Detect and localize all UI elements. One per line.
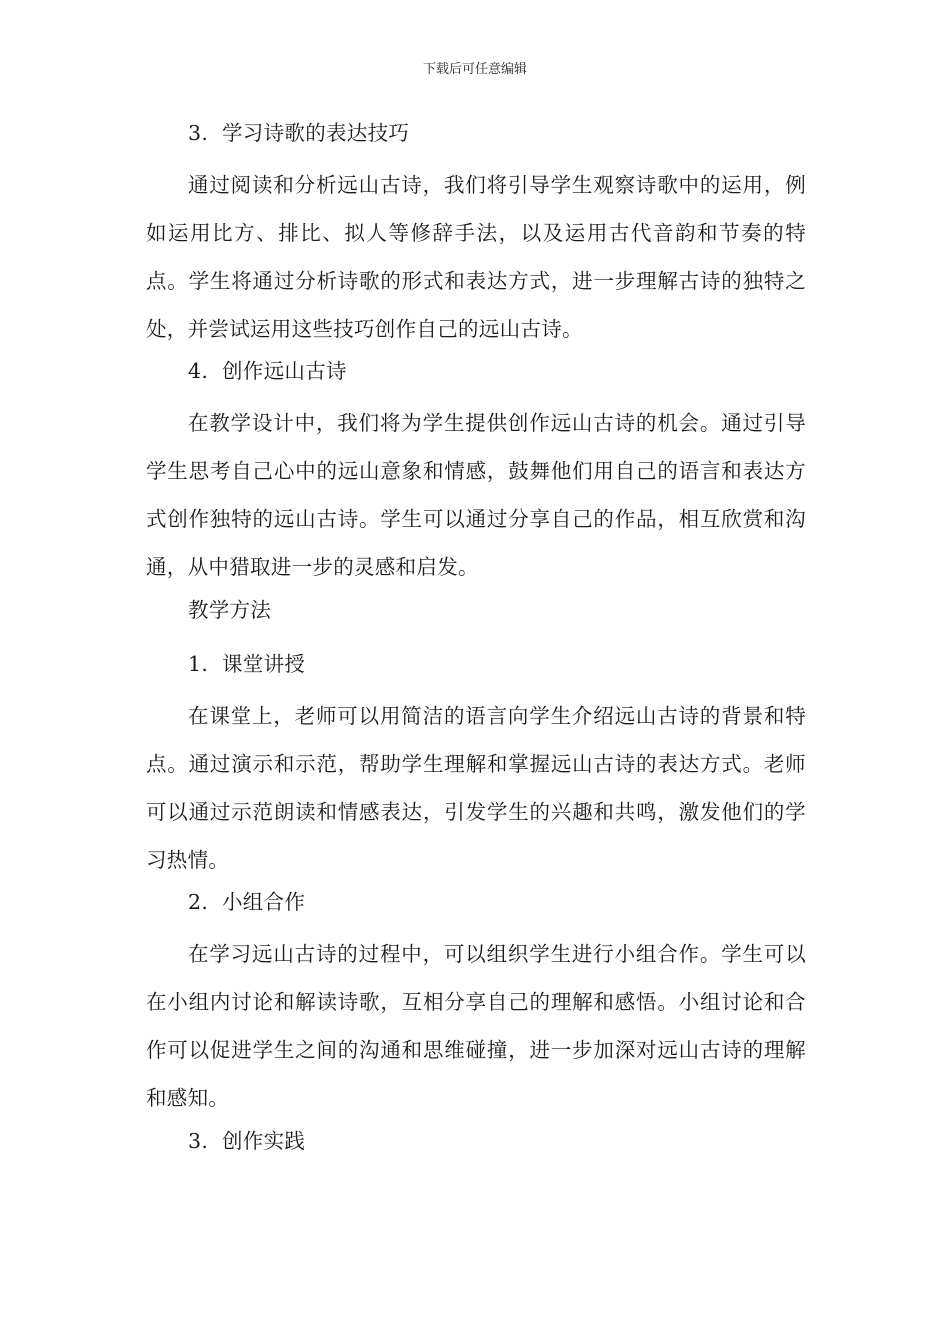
heading-number: 2. [188,890,209,914]
heading-text: 教学方法 [188,598,272,622]
heading-number: 3. [188,1129,209,1153]
heading-2-group-work [188,885,788,915]
paragraph-group-work: 在学习远山古诗的过程中，可以组织学生进行小组合作。学生可以在小组内讨论和解读诗歌，互相分享自己的理解和感悟。小组讨论和合作可以促进学生之间的沟通和思维碰撞，进一步加深对远山古诗的理解和感知。 [146,942,806,1110]
heading-text: 学习诗歌的表达技巧 [222,121,410,145]
paragraph-classroom-lecture: 在课堂上，老师可以用简洁的语言向学生介绍远山古诗的背景和特点。通过演示和示范，帮助学生理解和掌握远山古诗的表达方式。老师可以通过示范朗读和情感表达，引发学生的兴趣和共鸣，激发他们的学习热情。 [146,704,806,872]
heading-3-expression-techniques [188,116,788,146]
paragraph-expression-techniques: 通过阅读和分析远山古诗，我们将引导学生观察诗歌中的运用，例如运用比方、排比、拟人等修辞手法，以及运用古代音韵和节奏的特点。学生将通过分析诗歌的形式和表达方式，进一步理解古诗的独特之处，并尝试运用这些技巧创作自己的远山古诗。 [146,173,806,341]
heading-text: 创作远山古诗 [222,359,347,383]
heading-number: 3. [188,121,209,145]
heading-text: 小组合作 [222,890,306,914]
heading-number: 1. [188,652,209,676]
page-header: 下载后可任意编辑 [422,62,527,77]
heading-1-classroom-lecture [188,647,788,677]
heading-4-create-poems [188,354,788,384]
heading-text: 创作实践 [222,1129,306,1153]
heading-3-creative-practice [188,1124,788,1154]
paragraph-create-poems: 在教学设计中，我们将为学生提供创作远山古诗的机会。通过引导学生思考自己心中的远山意象和情感，鼓舞他们用自己的语言和表达方式创作独特的远山古诗。学生可以通过分享自己的作品，相互欣赏和沟通，从中猎取进一步的灵感和启发。 [146,411,806,579]
heading-teaching-methods [188,593,788,623]
heading-text: 课堂讲授 [222,652,306,676]
heading-number: 4. [188,359,209,383]
